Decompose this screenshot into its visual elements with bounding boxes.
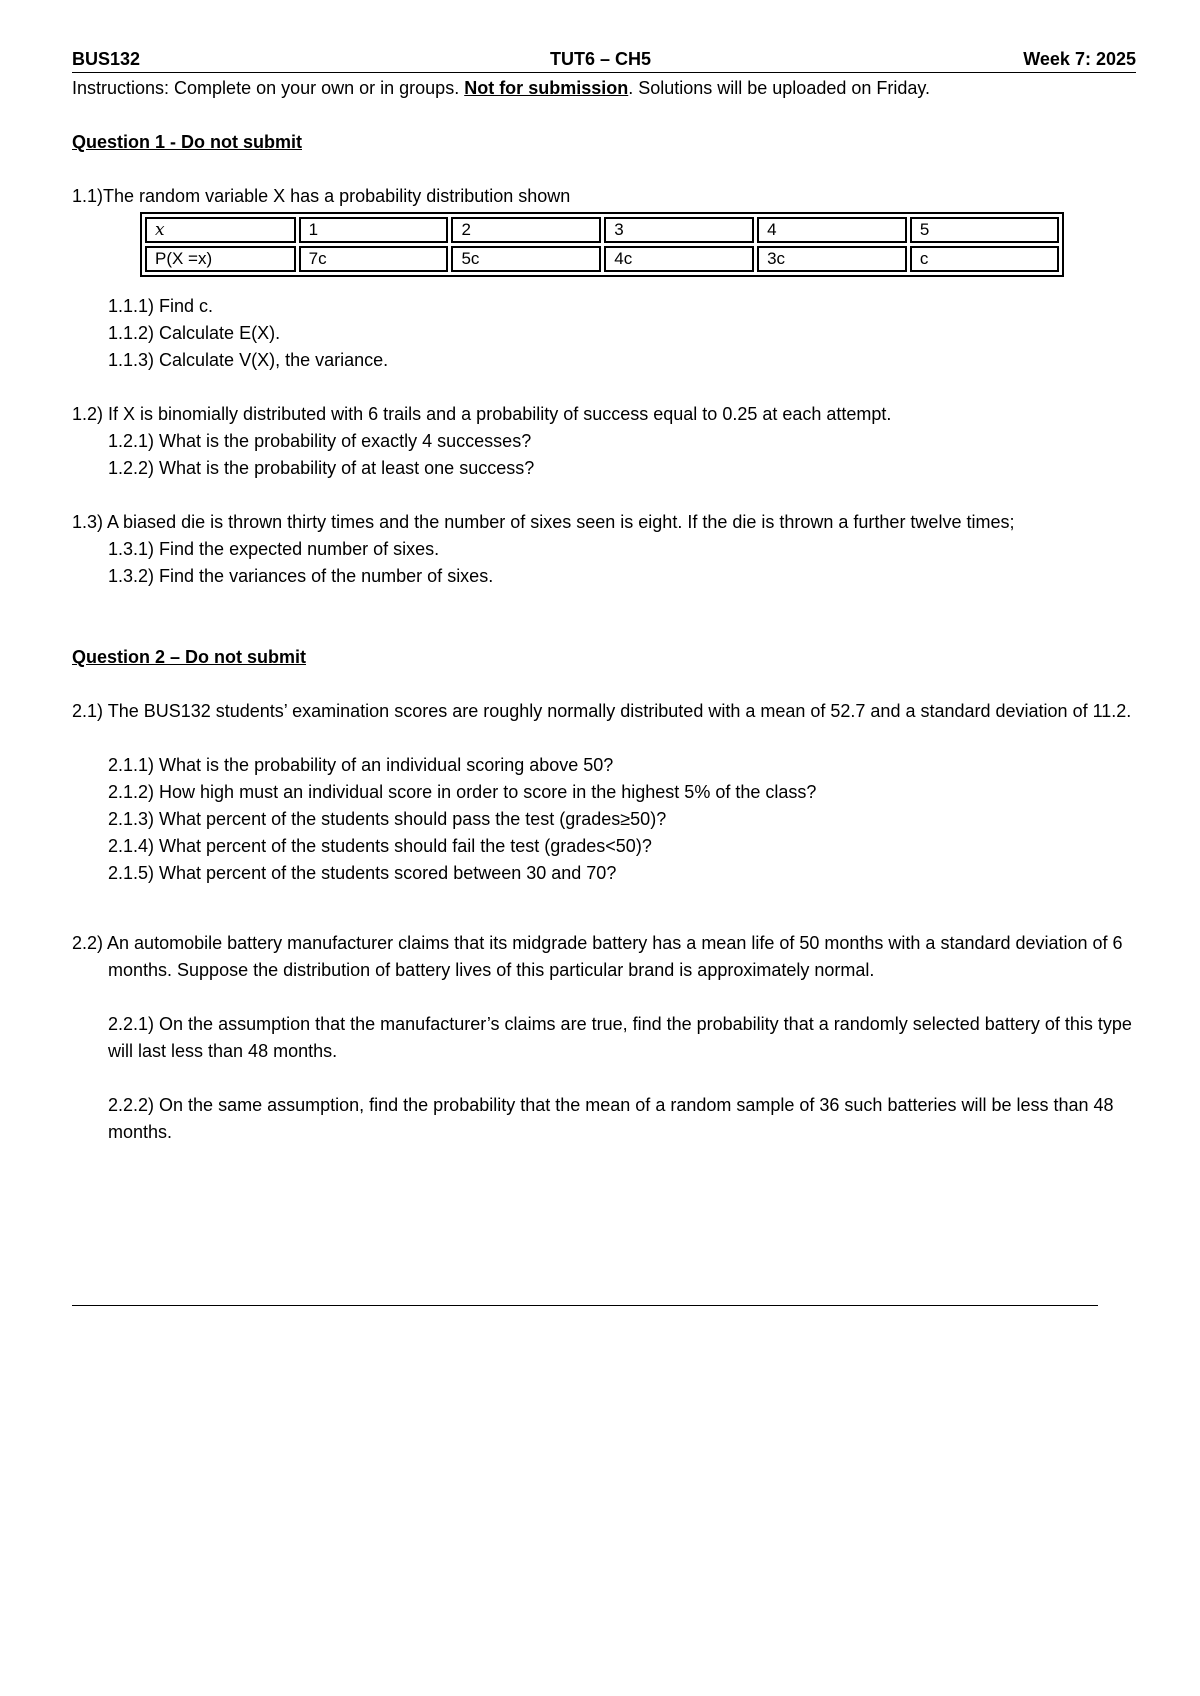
q1-1-3: 1.1.3) Calculate V(X), the variance. [108,350,389,370]
table-cell: c [910,246,1059,272]
table-cell: 3 [604,217,754,243]
instructions-emphasis: Not for submission [464,78,629,98]
q2-1-1: 2.1.1) What is the probability of an individual scoring above 50? [108,755,614,775]
page-header [72,46,1136,73]
q2-1-3: 2.1.3) What percent of the students should pass the test (grades≥50)? [108,809,667,829]
question-1-title: Question 1 - Do not submit [72,132,302,152]
table-cell: 5c [451,246,601,272]
table-row-probability [145,246,1059,272]
document-page [72,46,1136,1146]
q2-1: 2.1) The BUS132 students’ examination scores are roughly normally distributed with a mean of 52.7 and a standard deviation of 11.2. [72,701,1132,721]
q2-1-4: 2.1.4) What percent of the students should fail the test (grades<50)? [108,836,652,856]
bottom-divider [72,1305,1098,1306]
q2-2-1: 2.2.1) On the assumption that the manufacturer’s claims are true, find the probability that a randomly selected battery of this type will last less than 48 months. [108,1014,1132,1061]
table-cell: 3c [757,246,907,272]
q1-2: 1.2) If X is binomially distributed with 6 trails and a probability of success equal to 0.25 at each attempt. [72,404,892,424]
question-2-title: Question 2 – Do not submit [72,647,307,667]
week-label: Week 7: 2025 [1023,49,1136,69]
q1-1-1: 1.1.1) Find c. [108,296,214,316]
q1-3-1: 1.3.1) Find the expected number of sixes. [108,539,440,559]
table-cell: 4c [604,246,754,272]
table-cell: 7c [299,246,449,272]
table-row-x [145,217,1059,243]
q1-3-2: 1.3.2) Find the variances of the number of sixes. [108,566,494,586]
tutorial-title: TUT6 – CH5 [550,49,652,69]
q1-2-2: 1.2.2) What is the probability of at least one success? [108,458,535,478]
q1-1-2: 1.1.2) Calculate E(X). [108,323,281,343]
instructions [72,75,1136,102]
table-cell: 5 [910,217,1059,243]
q1-3: 1.3) A biased die is thrown thirty times and the number of sixes seen is eight. If the die is thrown a further twelve times; [72,512,1015,532]
course-code: BUS132 [72,49,141,69]
instructions-text: Instructions: Complete on your own or in groups. [72,78,465,98]
table-cell: 2 [451,217,601,243]
q2-1-2: 2.1.2) How high must an individual score in order to score in the highest 5% of the class? [108,782,817,802]
instructions-tail: . Solutions will be uploaded on Friday. [628,78,931,98]
q2-2-2: 2.2.2) On the same assumption, find the probability that the mean of a random sample of 36 such batteries will be less than 48 months. [108,1095,1114,1142]
table-cell: P(X =x) [145,246,296,272]
q2-2: 2.2) An automobile battery manufacturer claims that its midgrade battery has a mean life of 50 months with a standard deviation of 6 months. Suppose the distribution of battery lives of this particular brand is approximately normal. [72,933,1123,980]
q1-2-1: 1.2.1) What is the probability of exactly 4 successes? [108,431,532,451]
probability-distribution-table [140,212,1064,277]
q1-1-intro: 1.1)The random variable X has a probability distribution shown [72,186,571,206]
q2-1-5: 2.1.5) What percent of the students scored between 30 and 70? [108,863,617,883]
table-cell: 4 [757,217,907,243]
table-cell: 1 [299,217,449,243]
table-cell: x [145,217,296,243]
